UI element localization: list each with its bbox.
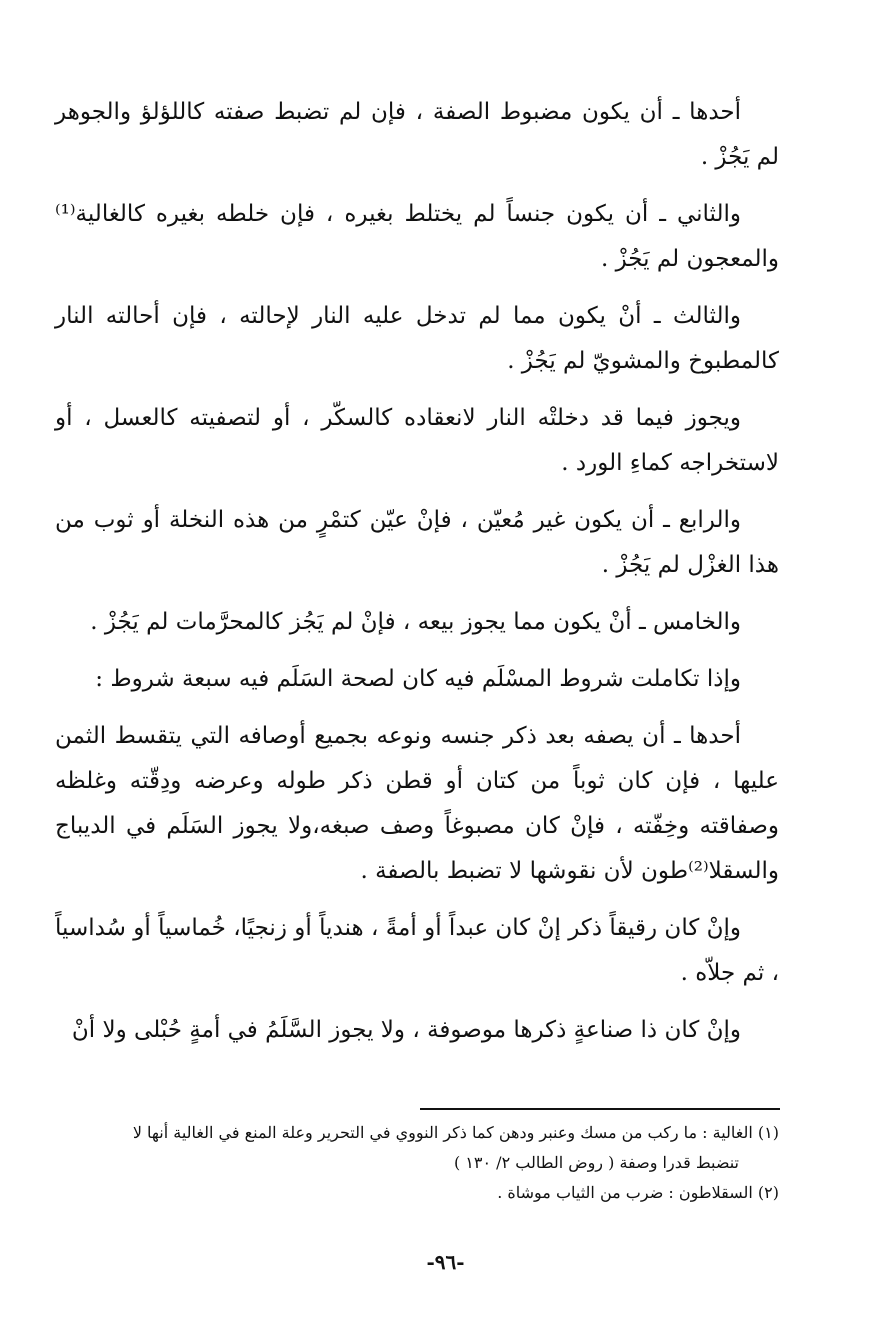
paragraph-description-condition: أحدها ـ أن يصفه بعد ذكر جنسه ونوعه بجميع أوصافه التي يتقسط الثمن عليها ، فإن كان ثوباً من كتان أو قطن ذكر طوله وعرضه ودِقّته وغلظه وصفاقته وخِفّته ، فإنْ كان مصبوغاً وصف صبغه،ولا يجوز السَلَم في الديباج والسقلا⁽²⁾طون لأن نقوشها لا تضبط بالصفة . — [55, 723, 779, 884]
paragraph-third-condition: والثالث ـ أنْ يكون مما لم تدخل عليه النار لإحالته ، فإن أحالته النار كالمطبوخ والمشويّ لم يَجُزْ . — [55, 303, 779, 374]
footnote-1-continuation: تنضبط قدرا وصفة ( روض الطالب ٢/ ١٣٠ ) — [453, 1153, 739, 1172]
footnote-1: (١) الغالية : ما ركب من مسك وعنبر ودهن كما ذكر النووي في التحرير وعلة المنع في الغالية أنها لا — [132, 1123, 779, 1142]
paragraph-permitted-cases: ويجوز فيما قد دخلتْه النار لانعقاده كالسكّر ، أو لتصفيته كالعسل ، أو لاستخراجه كماءِ الورد . — [55, 405, 779, 476]
page-number: -٩٦- — [426, 1250, 465, 1274]
paragraph-fifth-condition: والخامس ـ أنْ يكون مما يجوز بيعه ، فإنْ لم يَجُز كالمحرَّمات لم يَجُزْ . — [90, 609, 741, 635]
paragraph-seven-conditions-intro: وإذا تكاملت شروط المسْلَم فيه كان لصحة السَلَم فيه سبعة شروط : — [95, 666, 741, 692]
paragraph-fourth-condition: والرابع ـ أن يكون غير مُعيّن ، فإنْ عيّن كتمْرٍ من هذه النخلة أو ثوب من هذا الغزْل لم يَجُزْ . — [55, 507, 779, 578]
paragraph-second-condition: والثاني ـ أن يكون جنساً لم يختلط بغيره ، فإن خلطه بغيره كالغالية⁽¹⁾ والمعجون لم يَجُزْ . — [55, 201, 779, 272]
paragraph-first-condition: أحدها ـ أن يكون مضبوط الصفة ، فإن لم تضبط صفته كاللؤلؤ والجوهر لم يَجُزْ . — [55, 99, 779, 170]
paragraph-slave-description: وإنْ كان رقيقاً ذكر إنْ كان عبداً أو أمةً ، هندياً أو زنجيًا، خُماسياً أو سُداسياً ، ثم جلاّه . — [55, 915, 779, 986]
footnote-divider — [420, 1108, 780, 1110]
footnote-2: (٢) السقلاطون : ضرب من الثياب موشاة . — [497, 1183, 779, 1202]
paragraph-craft-description: وإنْ كان ذا صناعةٍ ذكرها موصوفة ، ولا يجوز السَّلَمُ في أمةٍ حُبْلى ولا أنْ — [71, 1017, 741, 1043]
main-text — [55, 90, 779, 1065]
footnotes — [55, 1118, 779, 1208]
